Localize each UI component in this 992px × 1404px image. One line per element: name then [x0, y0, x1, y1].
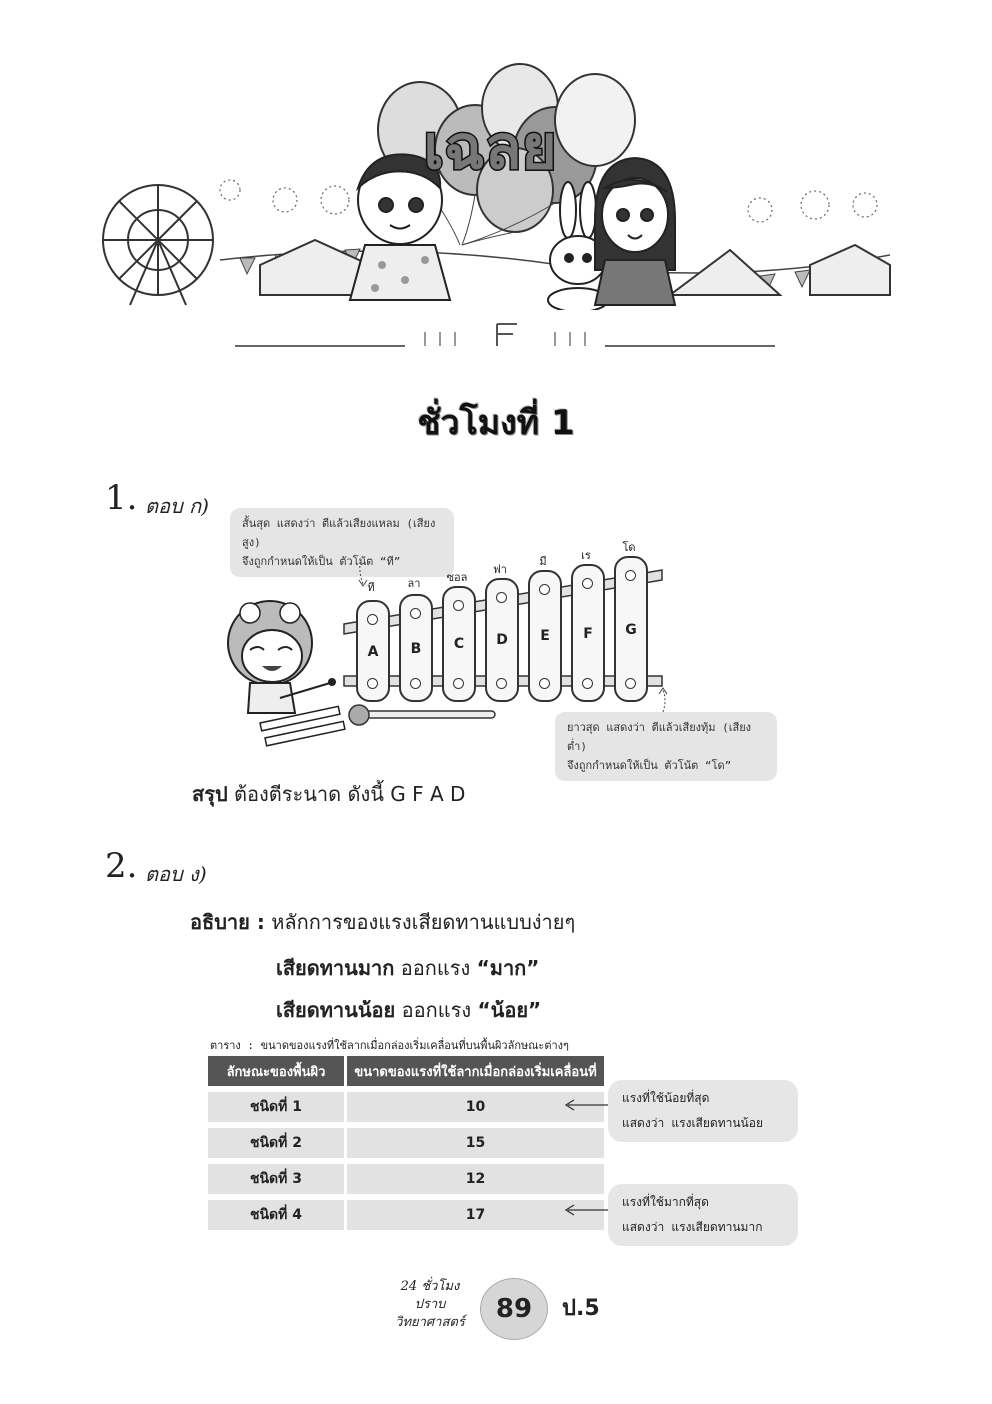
top-note-line2: จึงถูกกำหนดให้เป็น ตัวโน้ต “ที”: [242, 555, 401, 568]
summary-label: สรุป: [192, 782, 228, 806]
xylophone: [340, 540, 670, 710]
note-label: เร: [581, 549, 591, 562]
book-title: 24 ชั่วโมง ปราบ วิทยาศาสตร์: [395, 1279, 465, 1330]
bottom-note: [555, 712, 777, 781]
mallet-icon: [345, 703, 500, 727]
xylophone-bar: B: [399, 594, 433, 702]
answer-label: ตอบ ก): [145, 494, 209, 518]
xylophone-bar: A: [356, 600, 390, 702]
side-note-max: แรงที่ใช้มากที่สุด แสดงว่า แรงเสียดทานมาก: [608, 1184, 798, 1246]
bottom-note-line2: จึงถูกกำหนดให้เป็น ตัวโน้ต “โด”: [567, 759, 732, 772]
table-header: ลักษณะของพื้นผิว: [208, 1056, 347, 1086]
girl-icon: [595, 158, 675, 305]
xylophone-bar: E: [528, 570, 562, 702]
arrow-left-icon: [562, 1203, 614, 1217]
child-playing-icon: [220, 588, 350, 758]
banner-title: เฉลย: [423, 113, 557, 183]
dotted-arrow-icon: [655, 684, 675, 714]
answer-label: ตอบ ง): [145, 862, 207, 886]
explanation: [190, 906, 575, 938]
xylophone-bar: C: [442, 586, 476, 702]
table-header: ขนาดของแรงที่ใช้ลากเมื่อกล่องเริ่มเคลื่อนที่: [347, 1056, 604, 1086]
table-cell-surface: ชนิดที่ 3: [208, 1164, 347, 1194]
side-note-min: แรงที่ใช้น้อยที่สุด แสดงว่า แรงเสียดทานน้อย: [608, 1080, 798, 1142]
rule-low-friction: เสียดทานน้อย ออกแรง “น้อย”: [276, 998, 542, 1022]
table-cell-surface: ชนิดที่ 4: [208, 1200, 347, 1230]
table-header-row: [208, 1056, 604, 1086]
xylophone-bar: G: [614, 556, 648, 702]
table-cell-surface: ชนิดที่ 1: [208, 1092, 347, 1122]
note-label: มี: [539, 555, 547, 568]
table-cell-force: 10: [347, 1092, 604, 1122]
summary-text: ต้องตีระนาด ดังนี้ G F A D: [234, 782, 466, 806]
note-label: โด: [622, 541, 636, 554]
note-label: ลา: [407, 577, 421, 590]
note-label: ซอล: [446, 571, 468, 584]
table-cell-force: 12: [347, 1164, 604, 1194]
table-cell-force: 17: [347, 1200, 604, 1230]
table-cell-surface: ชนิดที่ 2: [208, 1128, 347, 1158]
ferris-wheel-icon: [103, 185, 213, 305]
table-row: [208, 1164, 604, 1194]
table-caption: ตาราง : ขนาดของแรงที่ใช้ลากเมื่อกล่องเริ่มเคลื่อนที่บนพื้นผิวลักษณะต่างๆ: [210, 1039, 569, 1052]
banner-illustration: [90, 60, 900, 310]
table-row: [208, 1092, 604, 1122]
force-table: [208, 1050, 604, 1236]
note-label: ฟา: [493, 563, 507, 576]
grade-label: ป.5: [562, 1296, 600, 1321]
explain-label: อธิบาย :: [190, 910, 265, 934]
question-number: 2.: [105, 846, 138, 886]
arrow-left-icon: [562, 1098, 614, 1112]
rule-high-friction: เสียดทานมาก ออกแรง “มาก”: [276, 956, 540, 980]
xylophone-bar: D: [485, 578, 519, 702]
explain-text: หลักการของแรงเสียดทานแบบง่ายๆ: [271, 910, 576, 934]
section-title: ชั่วโมงที่ 1: [417, 403, 575, 443]
xylophone-bar: F: [571, 564, 605, 702]
note-label: ที: [367, 581, 375, 594]
question-number: 1.: [105, 478, 138, 518]
page-number: 89: [480, 1278, 548, 1340]
top-note-line1: สั้นสุด แสดงว่า ตีแล้วเสียงแหลม (เสียงสูง): [242, 517, 436, 549]
decorative-divider: [235, 322, 775, 352]
bottom-note-line1: ยาวสุด แสดงว่า ตีแล้วเสียงทุ้ม (เสียงต่ำ): [567, 721, 752, 753]
table-row: [208, 1200, 604, 1230]
table-cell-force: 15: [347, 1128, 604, 1158]
summary: [192, 778, 465, 810]
table-row: [208, 1128, 604, 1158]
